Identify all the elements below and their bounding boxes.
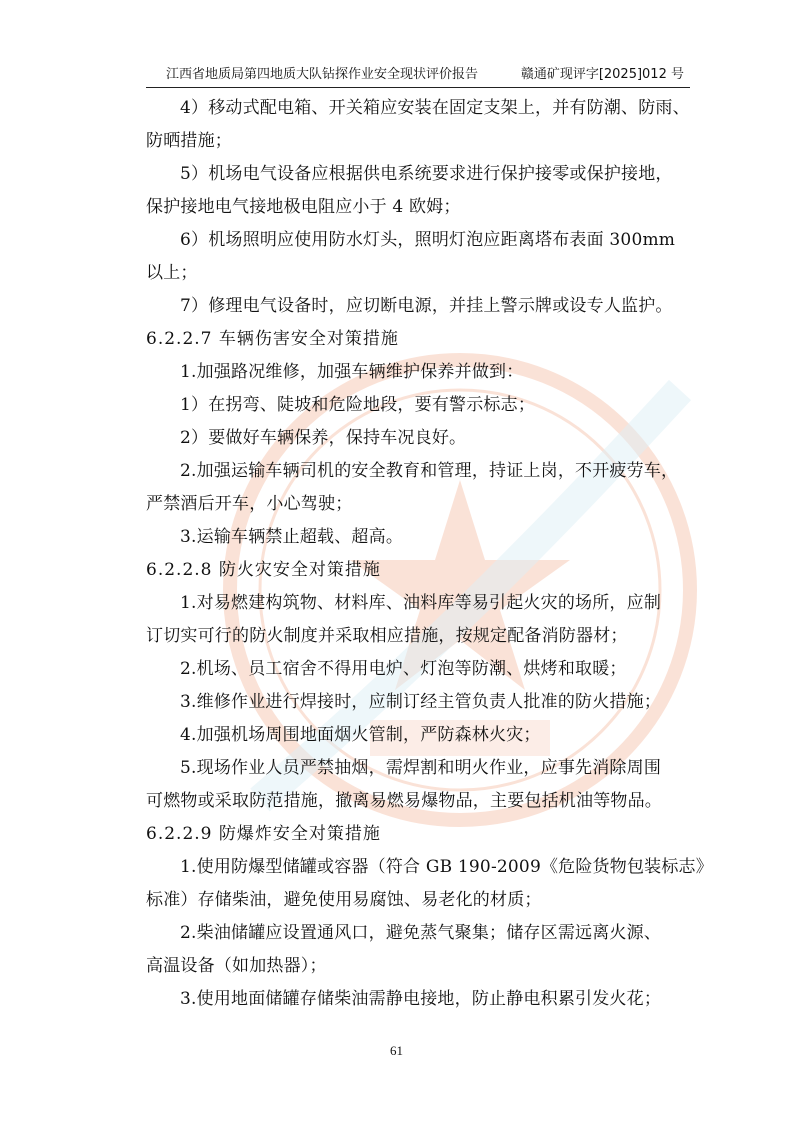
body-text-line: 保护接地电气接地极电阻应小于 4 欧姆； — [146, 197, 461, 217]
body-text-line: 3.运输车辆禁止超载、超高。 — [180, 527, 404, 547]
body-text-line: 1.加强路况维修，加强车辆维护保养并做到： — [180, 362, 524, 382]
body-text-line: 2.机场、员工宿舍不得用电炉、灯泡等防潮、烘烤和取暖； — [180, 659, 627, 679]
body-text-line: 4.加强机场周围地面烟火管制，严防森林火灾； — [180, 725, 541, 745]
page-number: 61 — [390, 1043, 403, 1058]
body-text-line: 防晒措施； — [146, 131, 232, 151]
body-text-line: 3.维修作业进行焊接时，应制订经主管负责人批准的防火措施； — [180, 692, 662, 712]
body-text-line: 以上； — [146, 263, 198, 283]
body-text-line: 3.使用地面储罐存储柴油需静电接地，防止静电积累引发火花； — [180, 989, 662, 1009]
section-heading: 6.2.2.8 防火灾安全对策措施 — [146, 560, 381, 580]
body-text-line: 5）机场电气设备应根据供电系统要求进行保护接零或保护接地， — [180, 164, 673, 184]
body-text-line: 7）修理电气设备时，应切断电源，并挂上警示牌或设专人监护。 — [180, 296, 673, 316]
body-text-line: 5.现场作业人员严禁抽烟，需焊割和明火作业，应事先消除周围 — [180, 758, 662, 778]
body-text-line: 2.加强运输车辆司机的安全教育和管理，持证上岗，不开疲劳车， — [180, 461, 679, 481]
body-text-line: 1.对易燃建构筑物、材料库、油料库等易引起火灾的场所，应制 — [180, 593, 662, 613]
document-body — [146, 98, 713, 1022]
section-heading: 6.2.2.7 车辆伤害安全对策措施 — [146, 329, 399, 349]
section-heading: 6.2.2.9 防爆炸安全对策措施 — [146, 824, 381, 844]
body-text-line: 6）机场照明应使用防水灯头，照明灯泡应距离塔布表面 300mm — [180, 230, 676, 250]
body-text-line: 1.使用防爆型储罐或容器（符合 GB 190-2009《危险货物包装标志》 — [180, 857, 713, 877]
body-text-line: 订切实可行的防火制度并采取相应措施，按规定配备消防器材； — [146, 626, 628, 646]
body-text-line: 可燃物或采取防范措施，撤离易燃易爆物品，主要包括机油等物品。 — [146, 791, 662, 811]
body-text-line: 2.柴油储罐应设置通风口，避免蒸气聚集；储存区需远离火源、 — [180, 923, 662, 943]
body-text-line: 严禁酒后开车，小心驾驶； — [146, 494, 353, 514]
body-text-line: 1）在拐弯、陡坡和危险地段，要有警示标志； — [180, 395, 536, 415]
header-report-title: 江西省地质局第四地质大队钻探作业安全现状评价报告 — [166, 67, 479, 82]
body-text-line: 2）要做好车辆保养，保持车况良好。 — [180, 428, 467, 448]
page-header — [146, 68, 690, 88]
header-report-number: 赣通矿现评字[2025]012 号 — [520, 67, 684, 82]
body-text-line: 4）移动式配电箱、开关箱应安装在固定支架上，并有防潮、防雨、 — [180, 98, 690, 118]
body-text-line: 高温设备（如加热器）； — [146, 956, 327, 976]
body-text-line: 标准）存储柴油，避免使用易腐蚀、易老化的材质； — [146, 890, 542, 910]
